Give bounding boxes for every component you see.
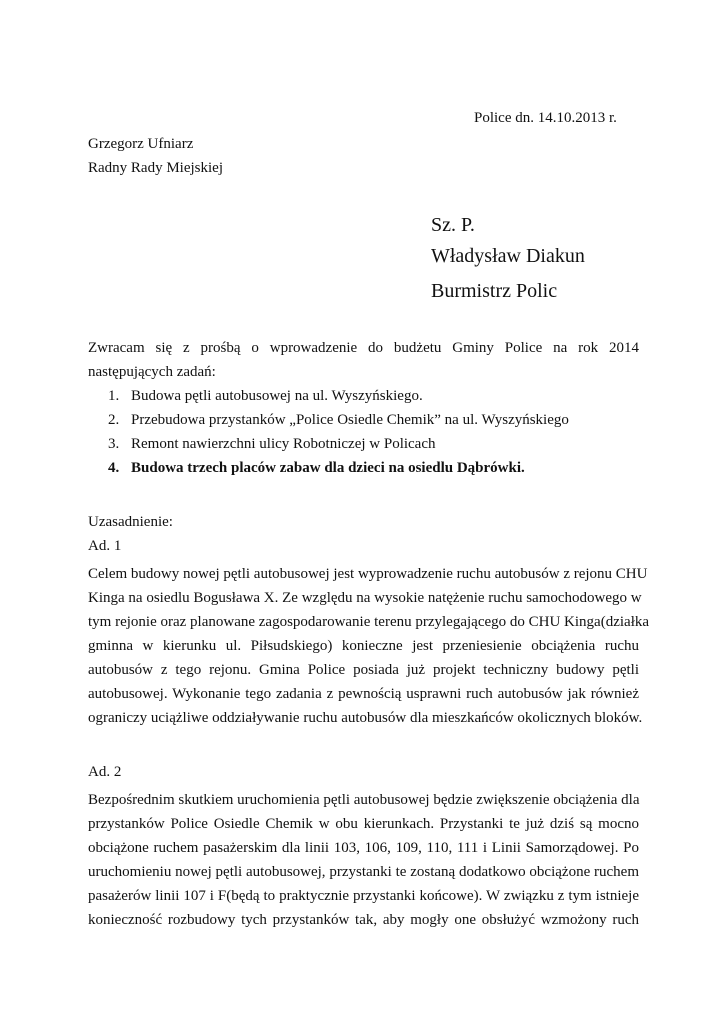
task-item-highlighted bbox=[88, 456, 648, 480]
task-number: 3. bbox=[108, 436, 120, 452]
paragraph-line: tym rejonie oraz planowane zagospodarowanie terenu przylegającego do CHU Kinga(działka bbox=[88, 614, 650, 630]
ad2-paragraph bbox=[88, 788, 639, 932]
sender-title: Radny Rady Miejskiej bbox=[88, 160, 223, 176]
ad2-heading: Ad. 2 bbox=[88, 764, 122, 780]
task-item bbox=[88, 384, 648, 408]
paragraph-line: Celem budowy nowej pętli autobusowej jest wyprowadzenie ruchu autobusów z rejonu CHU bbox=[88, 566, 648, 582]
task-list bbox=[88, 384, 648, 480]
paragraph-line: autobusów z tego rejonu. Gmina Police posiada już projekt techniczny budowy pętli bbox=[88, 662, 639, 678]
ad1-heading: Ad. 1 bbox=[88, 538, 122, 554]
date-line: Police dn. 14.10.2013 r. bbox=[474, 110, 617, 126]
task-text: Budowa pętli autobusowej na ul. Wyszyńskiego. bbox=[131, 388, 423, 404]
paragraph-line: autobusowej. Wykonanie tego zadania z pewnością usprawni ruch autobusów jak również bbox=[88, 686, 639, 702]
task-text: Przebudowa przystanków „Police Osiedle Chemik” na ul. Wyszyńskiego bbox=[131, 412, 569, 428]
task-number: 1. bbox=[108, 388, 120, 404]
recipient-title: Burmistrz Polic bbox=[431, 280, 558, 302]
paragraph-line: uruchomieniu nowej pętli autobusowej, przystanki te zostaną dodatkowo obciążone ruchem bbox=[88, 864, 639, 880]
paragraph-line: przystanków Police Osiedle Chemik w obu kierunkach. Przystanki te już dziś są mocno bbox=[88, 816, 639, 832]
task-item bbox=[88, 432, 648, 456]
paragraph-line: Bezpośrednim skutkiem uruchomienia pętli autobusowej będzie zwiększenie obciążenia dla bbox=[88, 792, 640, 808]
ad1-paragraph bbox=[88, 562, 650, 730]
sender-name: Grzegorz Ufniarz bbox=[88, 136, 194, 152]
justification-heading: Uzasadnienie: bbox=[88, 514, 173, 530]
task-number: 4. bbox=[108, 460, 120, 476]
task-number: 2. bbox=[108, 412, 120, 428]
paragraph-line: obciążone ruchem pasażerskim dla linii 103, 106, 109, 110, 111 i Linii Samorządowej. Po bbox=[88, 840, 639, 856]
task-item bbox=[88, 408, 648, 432]
task-text: Budowa trzech placów zabaw dla dzieci na osiedlu Dąbrówki. bbox=[131, 460, 525, 476]
paragraph-line: gminna w kierunku ul. Piłsudskiego) konieczne jest przeniesienie obciążenia ruchu bbox=[88, 638, 639, 654]
task-text: Remont nawierzchni ulicy Robotniczej w Policach bbox=[131, 436, 436, 452]
intro-paragraph: Zwracam się z prośbą o wprowadzenie do budżetu Gminy Police na rok 2014 następujących zadań: bbox=[88, 340, 639, 380]
paragraph-line: konieczność rozbudowy tych przystanków tak, aby mogły one obsłużyć wzmożony ruch bbox=[88, 912, 639, 928]
paragraph-line: Kinga na osiedlu Bogusława X. Ze względu na wysokie natężenie ruchu samochodowego w bbox=[88, 590, 642, 606]
paragraph-line: ograniczy uciążliwe oddziaływanie ruchu autobusów dla mieszkańców okolicznych bloków. bbox=[88, 710, 643, 726]
paragraph-line: pasażerów linii 107 i F(będą to praktycznie przystanki końcowe). W związku z tym istnieje bbox=[88, 888, 639, 904]
recipient-name: Władysław Diakun bbox=[431, 245, 585, 267]
recipient-salutation: Sz. P. bbox=[431, 214, 475, 236]
